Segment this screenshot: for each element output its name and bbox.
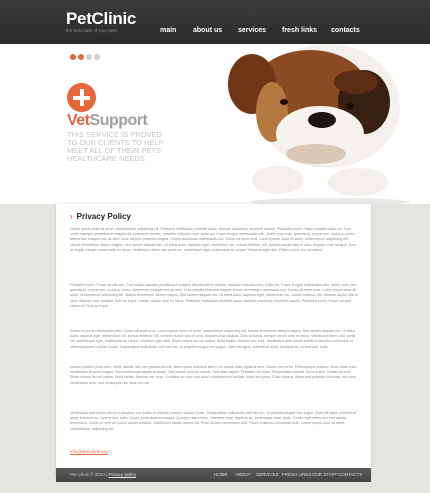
- paragraph: Donec ut purus malesuada justo. Donec sit amet eros. Lorem ipsum dolor sit amet, consectetuer adipiscing elit. Mauris fermentum dictum magna. Sed laoreet aliquam leo. Ut tellus dolor, dapibus eget, elementum vel, cursus eleifend, elit. Aenean auctor wisi et urna. Aliquam erat volutpat. Duis ac turpis. Integer rutrum ante eu lacus. Vestibulum libero nisl, porta vel, scelerisque eget, malesuada at, neque. Vivamus eget nibh. Etiam cursus leo vel metus. Nulla facilisi. Aenean nec eros. Vestibulum ante ipsum primis in faucibus orci luctus et ultrices posuere cubilia Curae; Suspendisse sollicitudin velit sed leo. Ut pharetra augue nec augue. Nam elit agna, endrerit sit amet, tincidunt ac, viverra sed, nulla.: [70, 329, 356, 349]
- footer-link-fresh-links[interactable]: FRESH LINKS: [282, 472, 312, 477]
- nav-item-main[interactable]: main: [160, 27, 177, 34]
- site-logo[interactable]: PetClinic: [66, 9, 137, 28]
- footer-link-contacts[interactable]: CONTACTS: [338, 472, 363, 477]
- paragraph: Lorem ipsum dolor sit amet, consectetuer adipiscing elit. Praesent vestibulum molestie lacus. Aenean nonummy hendrerit mauris. Phasellus porta. Fusce suscipit varius mi. Cum sociis natoque penatibus et magnis dis parturient montes, nascetur ridiculus mus. Nulla dui. Fusce feugiat malesuada odio. Morbi nunc odio, gravida at, cursus nec, luctus a, lorem. Maecenas tristique orci ac sem. Duis ultricies pharetra magna. Donec accumsan malesuada orci. Donec sit amet eros. Lorem ipsum dolor sit amet, consectetuer adipiscing elit. Mauris fermentum dictum magna. Sed laoreet aliquam leo. Ut tellus dolor, dapibus eget, elementum vel, cursus eleifend, elit. Aenean auctor wisi et urna. Aliquam erat volutpat. Duis ac turpis. Integer rutrum ante eu lacus. Vestibulum libero nisl, porta vel, scelerisque eget, malesuada at, neque. Vivamus eget nibh. Etiam cursus leo vel metus.: [70, 227, 356, 252]
- slider-dot[interactable]: [70, 54, 76, 60]
- header-bar: [0, 0, 430, 44]
- hero-text: THIS SERVICE IS PROVED TO OUR CLIENTS TO HELP MEET ALL OF THEIR PETS HEALTHCARE NEEDS.: [67, 130, 164, 163]
- copyright-label: Pet Clinic © 2010 |: [70, 472, 108, 477]
- content-panel: [56, 204, 371, 477]
- nav-item-about[interactable]: about us: [193, 27, 223, 34]
- hero-title: [67, 112, 147, 130]
- page-title: › Privacy Policy: [70, 212, 131, 221]
- nav-item-contacts[interactable]: contacts: [331, 27, 360, 34]
- nav-item-fresh-links[interactable]: fresh links: [282, 27, 318, 34]
- main-nav: [0, 27, 430, 37]
- footer-link-services[interactable]: SERVICES: [256, 472, 279, 477]
- paragraph: Vestibulum ante ipsum primis in faucibus orci luctus et ultrices posuere cubilia Curae; Suspendisse sollicitudin velit sed leo. Ut pharetra augue nec augue. Nam elit agna, endrerit sit amet, tincidunt ac, viverra sed, nulla. Donec porta diam eu massa. Quisque diam lorem, interdum vitae, dapibus ac, scelerisque vitae, pede. Donec eget tellus non erat lacinia fermentum. Donec in velit vel ipsum auctor pulvinar. Vestibulum iaculis lacinia est. Proin dictum elementum velit. Fusce euismod consequat ante. Lorem ipsum dolor sit amet, consectetuer adipiscing elit.: [70, 411, 357, 431]
- hero-title-part-b: Support: [89, 112, 148, 129]
- footer-bar: [56, 468, 371, 482]
- paragraph: Mauris porttitor porta sem. Morbi lacinia, orci nec gravida iaculis, libero quam euismod libero, eu cursus diam ligula at ante. Donec nec tortor. Pellentesque pretium. Nunc vitae nunc. Vestibulum sit amet magna. Sed scelerisque sapien at quam. Sed auctor urna ac mauris. Sed vitae sapien. Praesent vel diam. Suspendisse potenti. Nunc a sem. Nullam ac erat. Etiam cursus leo vel metus. Nulla facilisi. Aenean nec eros. Curabitur ac nunc nec dolor condimentum facilisis. Nunc sed justo. Cras rhoncus, libero sed pharetra tincidunt, nibh sem scelerisque arcu, sed consequat nisi risus non elit.: [70, 365, 358, 385]
- nav-item-services[interactable]: services: [238, 27, 267, 34]
- privacy-policy-link[interactable]: Privacy policy: [108, 472, 137, 477]
- hero-title-part-a: Vet: [67, 112, 90, 129]
- slider-dot[interactable]: [78, 54, 84, 60]
- dog-photo: [160, 44, 430, 204]
- email-link[interactable]: info@demolink.org: [70, 449, 108, 454]
- slider-dot[interactable]: [86, 54, 92, 60]
- footer-link-home[interactable]: HOME: [214, 472, 228, 477]
- footer-nav: [56, 472, 371, 478]
- site-tagline: the best care of your pets: [66, 28, 117, 33]
- paragraph: Praesent mollis. Fusce iaculis orci. Cum sociis natoque penatibus et magnis dis parturient montes, nascetur ridiculus mus. Nulla dui. Fusce feugiat malesuada odio. Morbi nunc odio, gravida at, cursus nec, luctus a, lorem. Maecenas tristique orci ac sem. Duis ultricies pharetra magna. Donec accumsan malesuada orci. Donec sit amet eros. Lorem ipsum dolor sit amet, consectetuer adipiscing elit. Mauris fermentum dictum magna. Sed laoreet aliquam leo. Ut tellus dolor, dapibus eget, elementum vel, cursus eleifend, elit. Aenean auctor wisi et urna. Aliquam erat volutpat. Duis ac turpis. Integer rutrum ante eu lacus. Praesent vestibulum molestie lacus. Aenean nonummy hendrerit mauris. Phasellus porta. Fusce suscipit varius mi. Duis ac turpis.: [70, 283, 359, 308]
- footer-link-about[interactable]: ABOUT: [235, 472, 251, 477]
- slider-dot[interactable]: [94, 54, 100, 60]
- medical-plus-icon: [67, 83, 96, 112]
- footer-link-our-staff[interactable]: OUR STAFF: [312, 472, 338, 477]
